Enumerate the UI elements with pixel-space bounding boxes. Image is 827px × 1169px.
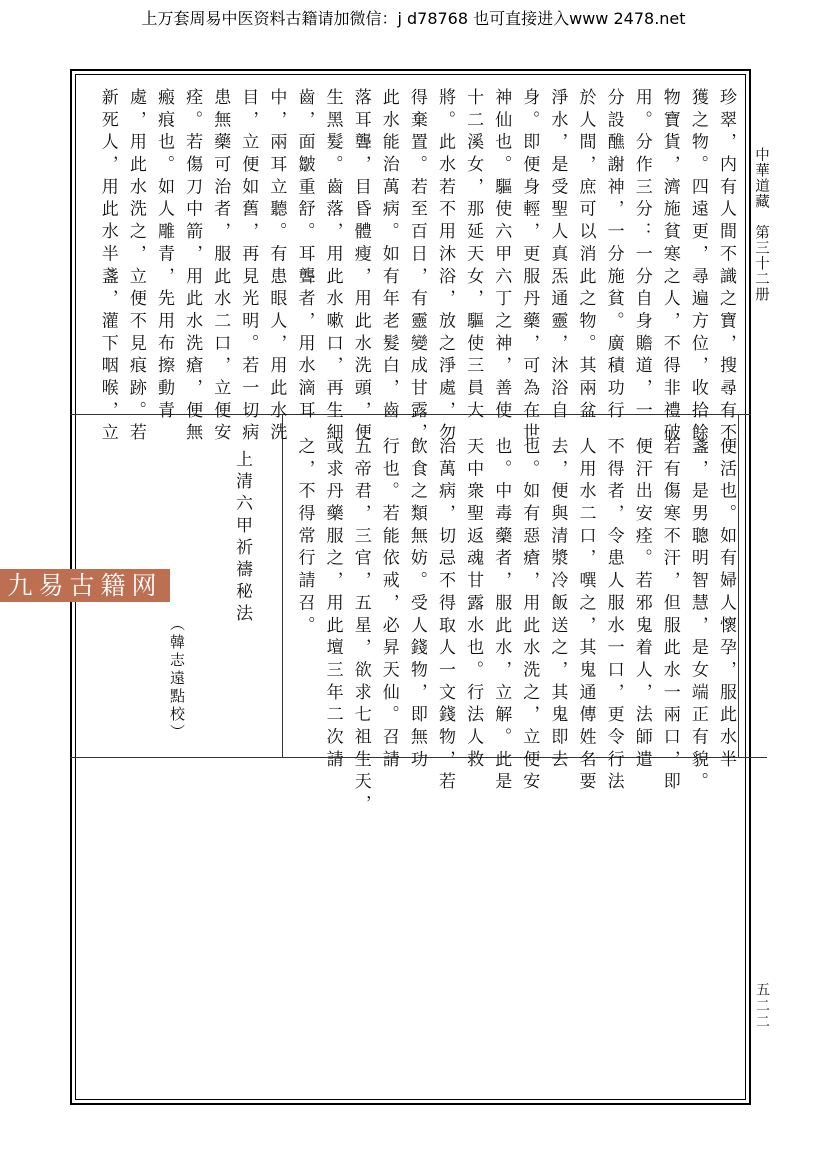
lower-text-column: 五帝君，三官，五星，欲求七祖生天， [350, 437, 371, 817]
upper-text-column: 淨水，是受聖人真炁通靈，沐浴自 [547, 88, 568, 424]
lower-text-right-rule [738, 414, 739, 757]
upper-text-column: 落耳聾，目昏體瘦，用此水洗頭，便 [350, 88, 371, 446]
upper-text-column: 珍翠，内有人間不識之寶，搜尋有不 [716, 88, 736, 446]
upper-text-column: 分設醮謝神，一分施貧。廣積功行 [603, 88, 624, 424]
lower-text-column: 飲食之類無妨。受人錢物，即無功 [406, 437, 427, 773]
editor-credit: （韓志遠點校） [168, 616, 186, 742]
page-number: 五二二 [754, 982, 770, 1030]
upper-text-column: 痊。若傷刀中箭，用此水洗瘡，便無 [182, 88, 203, 446]
upper-text-column: 生黑髮。齒落，用此水嗽口，再生細 [322, 88, 343, 446]
lower-text-column: 治萬病，切忌不得取人一文錢物，若 [435, 437, 455, 795]
upper-text-column: 將。此水若不用沐浴，放之淨處，勿 [435, 88, 455, 446]
upper-text-column: 患無藥可治者，服此水二口，立便安 [210, 88, 231, 446]
site-logo-text: 九易古籍网 [7, 571, 163, 600]
upper-text-column: 此水能治萬病。如有年老髮白，齒 [378, 88, 399, 424]
section-heading: 上清六甲祈禱秘法 [232, 450, 252, 626]
upper-text-column: 物寶貨，濟施貧寒之人，不得非禮破 [659, 88, 680, 446]
lower-text-column: 盞，是男聰明智慧，是女端正有貌。 [687, 437, 708, 795]
upper-text-column: 身。即便身輕，更服丹藥，可為在世 [519, 88, 540, 446]
lower-text-column: 行也。若能依戒，必昇天仙。召請 [378, 437, 399, 773]
upper-text-column: 目，立便如舊，再見光明。若一切病 [238, 88, 259, 446]
lower-text-column: 也。如有惡瘡，用此水洗之，立便安 [519, 437, 540, 795]
lower-text-column: 便活也。如有婦人懷孕，服此水半 [716, 437, 736, 773]
lower-text-column: 天中衆聖返魂甘露水也。行法人救 [463, 437, 484, 773]
upper-text-column: 神仙也。驅使六甲六丁之神，善使 [491, 88, 512, 424]
upper-text-column: 瘢痕也。如人雕青，先用布擦動青 [154, 88, 174, 424]
book-title: 中華道藏 第三十二册 [753, 147, 769, 302]
upper-text-column: 獲之物。四遠更，尋遍方位，收拾餘 [687, 88, 708, 446]
lower-text-column: 若有傷寒不汗，但服此水一兩口，即 [659, 437, 680, 795]
upper-text-column: 用。分作三分：一分自身贍道，一 [631, 88, 652, 424]
upper-text-column: 新死人，用此水半盞，灌下咽喉，立 [97, 88, 118, 446]
upper-text-column: 齒，面皺重舒。耳聾者，用水滴耳 [294, 88, 315, 424]
lower-text-column: 人用水二口，噀之，其鬼通傳姓名要 [575, 437, 596, 795]
upper-text-column: 於人間，庶可以消此之物。其兩盆 [575, 88, 596, 424]
lower-text-column: 便汗出安痊。若邪鬼着人，法師遣 [631, 437, 652, 773]
site-logo[interactable] [0, 569, 170, 602]
upper-text-column: 處，用此水洗之，立便不見痕跡。若 [125, 88, 146, 446]
lower-text-column: 或求丹藥服之，用此壇三年二次請 [322, 437, 343, 773]
lower-text-column: 之，不得常行請召。 [294, 437, 315, 639]
upper-text-column: 十二溪女，那延天女，驅使三員大 [463, 88, 484, 424]
lower-text-left-rule [282, 414, 283, 757]
upper-text-column: 中，兩耳立聽。有患眼人，用此水洗 [266, 88, 287, 446]
lower-text-column: 去，便與清漿冷飯送之，其鬼即去 [547, 437, 568, 773]
top-watermark: 上万套周易中医资料古籍请加微信：j d78768 也可直接进入www 2478.net [141, 9, 686, 28]
upper-text-column: 得棄置。若至百日，有靈變成甘露， [406, 88, 427, 446]
lower-text-column: 也。中毒藥者，服此水，立解。此是 [491, 437, 512, 795]
lower-text-column: 不得者，令患人服水一口，更令行法 [603, 437, 624, 795]
